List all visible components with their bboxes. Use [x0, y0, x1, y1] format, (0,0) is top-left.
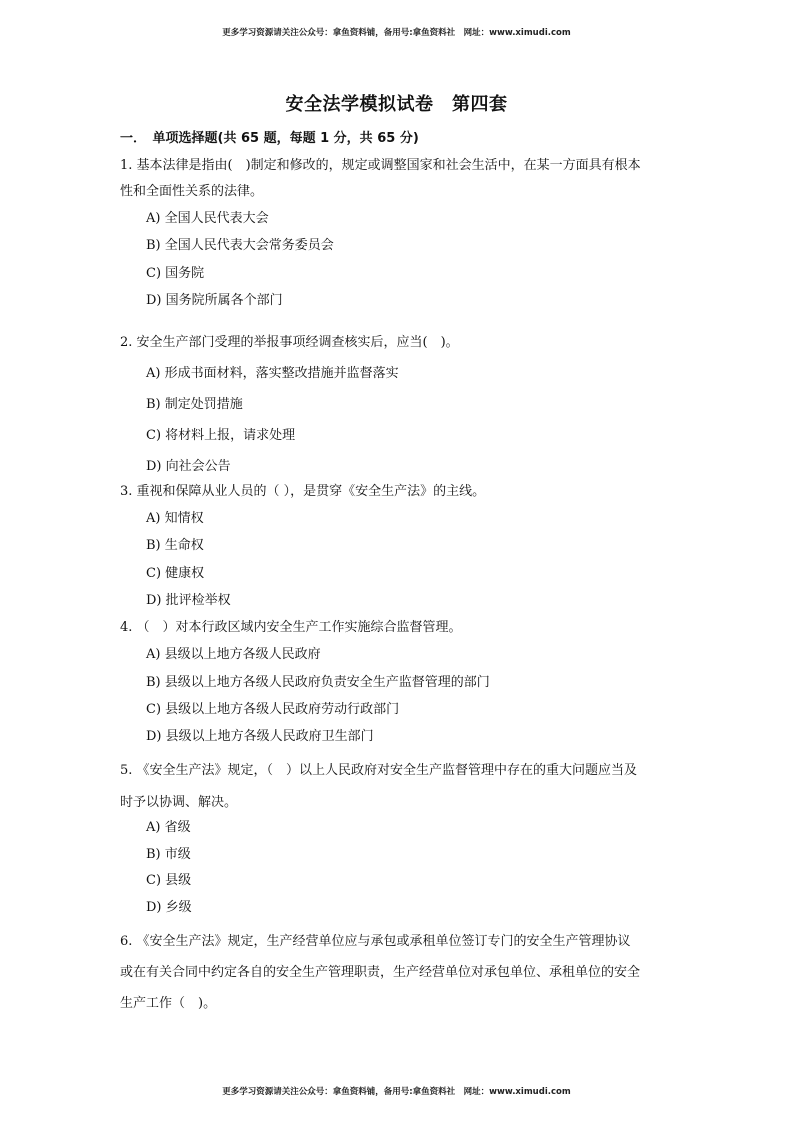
- question-4-option-c: C) 县级以上地方各级人民政府劳动行政部门: [146, 702, 400, 717]
- question-1-option-a: A) 全国人民代表大会: [146, 211, 269, 226]
- question-4-line-1: 4. （ ）对本行政区域内安全生产工作实施综合监督管理。: [120, 620, 462, 635]
- question-5-line-1: 5. 《安全生产法》规定，（ ）以上人民政府对安全生产监督管理中存在的重大问题应当及: [120, 763, 638, 778]
- question-3-option-c: C) 健康权: [146, 566, 205, 581]
- question-5-option-c: C) 县级: [146, 873, 192, 888]
- question-2-option-d: D) 向社会公告: [146, 459, 231, 474]
- question-1-option-c: C) 国务院: [146, 266, 205, 281]
- question-4-option-a: A) 县级以上地方各级人民政府: [146, 647, 321, 662]
- question-5-line-2: 时予以协调、解决。: [120, 795, 238, 810]
- question-4-option-d: D) 县级以上地方各级人民政府卫生部门: [146, 729, 374, 744]
- question-2-line-1: 2. 安全生产部门受理的举报事项经调查核实后，应当( )。: [120, 335, 459, 350]
- question-6-line-1: 6. 《安全生产法》规定，生产经营单位应与承包或承租单位签订专门的安全生产管理协议: [120, 934, 631, 949]
- footer-note: 更多学习资源请关注公众号：拿鱼资料铺，备用号:拿鱼资料社 网址：www.ximudi.com: [222, 1087, 571, 1097]
- question-1-option-b: B) 全国人民代表大会常务委员会: [146, 238, 334, 253]
- question-2-option-a: A) 形成书面材料，落实整改措施并监督落实: [146, 366, 399, 381]
- question-3-option-b: B) 生命权: [146, 538, 204, 553]
- question-1-line-2: 性和全面性关系的法律。: [120, 184, 264, 199]
- question-1-line-1: 1. 基本法律是指由( )制定和修改的，规定或调整国家和社会生活中，在某一方面具有根本: [120, 158, 641, 173]
- page-title: 安全法学模拟试卷 第四套: [285, 94, 508, 115]
- question-5-option-d: D) 乡级: [146, 900, 192, 915]
- question-4-option-b: B) 县级以上地方各级人民政府负责安全生产监督管理的部门: [146, 675, 490, 690]
- question-6-line-2: 或在有关合同中约定各自的安全生产管理职责，生产经营单位对承包单位、承租单位的安全: [120, 965, 641, 980]
- question-6-line-3: 生产工作（ )。: [120, 996, 217, 1011]
- question-1-option-d: D) 国务院所属各个部门: [146, 293, 283, 308]
- question-5-option-b: B) 市级: [146, 847, 191, 862]
- question-3-option-a: A) 知情权: [146, 511, 204, 526]
- question-2-option-b: B) 制定处罚措施: [146, 397, 243, 412]
- question-5-option-a: A) 省级: [146, 820, 191, 835]
- question-3-line-1: 3. 重视和保障从业人员的（ ），是贯穿《安全生产法》的主线。: [120, 484, 486, 499]
- section-heading: 一． 单项选择题(共 65 题，每题 1 分，共 65 分): [120, 131, 419, 146]
- question-2-option-c: C) 将材料上报，请求处理: [146, 428, 296, 443]
- header-note: 更多学习资源请关注公众号：拿鱼资料铺，备用号:拿鱼资料社 网址：www.ximudi.com: [222, 28, 571, 38]
- question-3-option-d: D) 批评检举权: [146, 593, 231, 608]
